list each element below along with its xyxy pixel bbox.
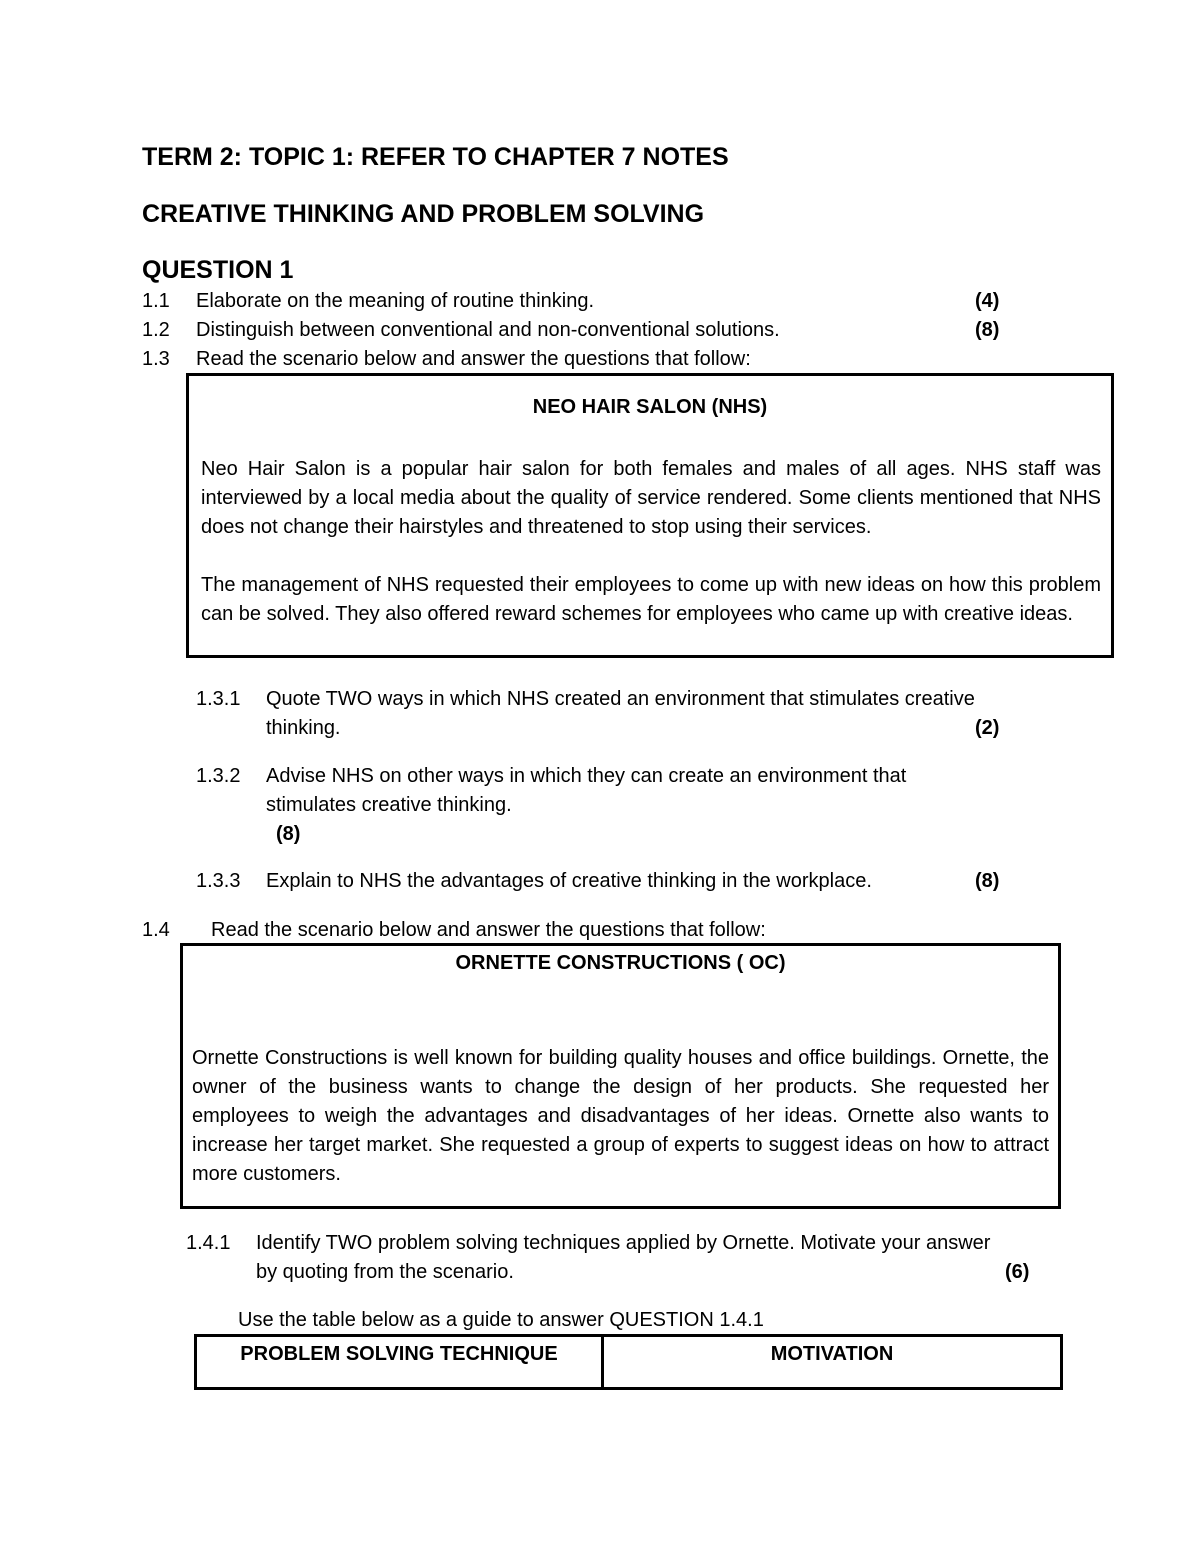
sub-item-text: stimulates creative thinking.	[266, 794, 512, 816]
guide-table	[194, 1334, 1063, 1390]
item-marks: (4)	[975, 290, 1000, 312]
sub-item-number: 1.3.3	[196, 870, 241, 892]
item-text: Elaborate on the meaning of routine thinking.	[196, 290, 595, 312]
item-marks: (8)	[975, 319, 1000, 341]
sub-item-marks: (8)	[975, 870, 1000, 892]
sub-item-text: Explain to NHS the advantages of creative thinking in the workplace.	[266, 870, 872, 892]
sub-item-text: Identify TWO problem solving techniques applied by Ornette. Motivate your answer	[256, 1232, 991, 1254]
topic-title: CREATIVE THINKING AND PROBLEM SOLVING	[142, 200, 705, 228]
sub-item-marks: (8)	[276, 823, 301, 845]
scenario-paragraph: The management of NHS requested their employees to come up with new ideas on how this problem can be solved. They also offered reward schemes for employees who came up with creative ideas.	[201, 574, 1101, 625]
sub-item-text: Advise NHS on other ways in which they can create an environment that	[266, 765, 907, 787]
scenario-paragraph: Ornette Constructions is well known for building quality houses and office buildings. Ornette, the owner of the business wants to change the design of her products. She requested her employees to weigh the advantages and disadvantages of her ideas. Ornette also wants to increase her target market. She requested a group of experts to suggest ideas on how to attract more customers.	[192, 1047, 1049, 1185]
item-number: 1.3	[142, 348, 170, 370]
sub-item-text: Quote TWO ways in which NHS created an environment that stimulates creative	[266, 688, 975, 710]
table-guide-text: Use the table below as a guide to answer QUESTION 1.4.1	[238, 1309, 764, 1331]
scenario-paragraph: Neo Hair Salon is a popular hair salon for both females and males of all ages. NHS staff was interviewed by a local media about the quality of service rendered. Some clients mentioned that NHS does not change their hairstyles and threatened to stop using their services.	[201, 458, 1101, 538]
term-heading: TERM 2: TOPIC 1: REFER TO CHAPTER 7 NOTES	[142, 143, 729, 171]
item-text: Read the scenario below and answer the questions that follow:	[196, 348, 751, 370]
scenario-box-nhs	[186, 373, 1114, 658]
scenario-title: ORNETTE CONSTRUCTIONS ( OC)	[455, 952, 786, 974]
sub-item-number: 1.4.1	[186, 1232, 231, 1254]
item-number: 1.2	[142, 319, 170, 341]
sub-item-marks: (6)	[1005, 1261, 1030, 1283]
sub-item-marks: (2)	[975, 717, 1000, 739]
item-number: 1.1	[142, 290, 170, 312]
item-text: Read the scenario below and answer the questions that follow:	[211, 919, 766, 941]
column-header-technique: PROBLEM SOLVING TECHNIQUE	[196, 1336, 603, 1389]
sub-item-text: by quoting from the scenario.	[256, 1261, 514, 1283]
scenario-box-oc	[180, 943, 1061, 1209]
item-text: Distinguish between conventional and non-conventional solutions.	[196, 319, 780, 341]
sub-item-number: 1.3.2	[196, 765, 241, 787]
sub-item-text: thinking.	[266, 717, 341, 739]
sub-item-number: 1.3.1	[196, 688, 241, 710]
item-number: 1.4	[142, 919, 170, 941]
column-header-motivation: MOTIVATION	[603, 1336, 1062, 1389]
question-title: QUESTION 1	[142, 256, 294, 284]
scenario-title: NEO HAIR SALON (NHS)	[532, 396, 768, 418]
